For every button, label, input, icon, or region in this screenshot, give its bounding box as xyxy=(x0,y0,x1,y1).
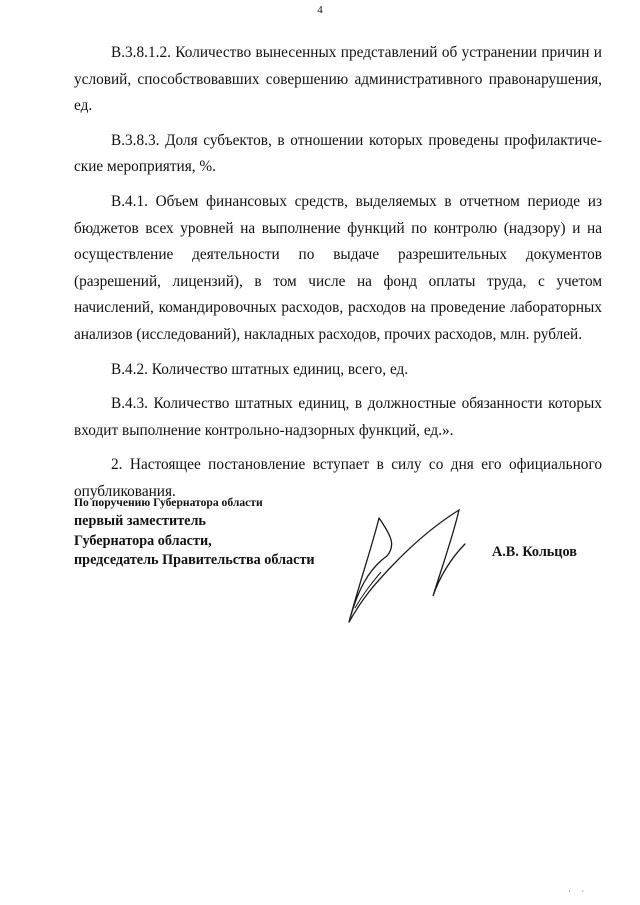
document-body xyxy=(74,40,602,514)
paragraph-b-3-8-3: В.3.8.3. Доля субъектов, в отношении которых проведены профилактические мероприятия, %. xyxy=(74,131,602,176)
paragraph-b-4-3: В.4.3. Количество штатных единиц, в должностные обязанности которых входит выполнение контрольно-надзорных функций, ед.». xyxy=(74,395,602,439)
scan-corner-marks: · · xyxy=(568,886,589,896)
page-number: 4 xyxy=(317,4,323,16)
signature-authority-line: По поручению Губернатора области xyxy=(74,496,263,509)
paragraph-b-4-2: В.4.2. Количество штатных единиц, всего, ед. xyxy=(111,360,409,378)
paragraph-b-3-8-1-2: В.3.8.1.2. Количество вынесенных представлений об устранении причин и условий, способствовавших совершению административного правонарушения, ед. xyxy=(74,44,602,115)
signature-block xyxy=(74,494,315,571)
signer-name: А.В. Кольцов xyxy=(492,544,577,560)
signature-position-line-3: председатель Правительства области xyxy=(74,552,315,568)
signature-position-line-1: первый заместитель xyxy=(74,513,206,529)
signature-position-line-2: Губернатора области, xyxy=(74,532,212,549)
paragraph-effective-date: 2. Настоящее постановление вступает в силу со дня его официального опубликования. xyxy=(74,456,602,500)
paragraph-b-4-1: В.4.1. Объем финансовых средств, выделяемых в отчетном периоде из бюджетов всех уровней на выполнение функций по контролю (надзору) и на осуществление деятельности по выдаче разрешительных документов (разрешений, лицензий), в том числе на фонд оплаты труда, с учетом начислений, командировочных расходов, расходов на проведение лабораторных анализов (исследований), накладных расходов, прочих расходов, млн. рублей. xyxy=(74,192,602,343)
handwritten-signature xyxy=(335,498,485,628)
